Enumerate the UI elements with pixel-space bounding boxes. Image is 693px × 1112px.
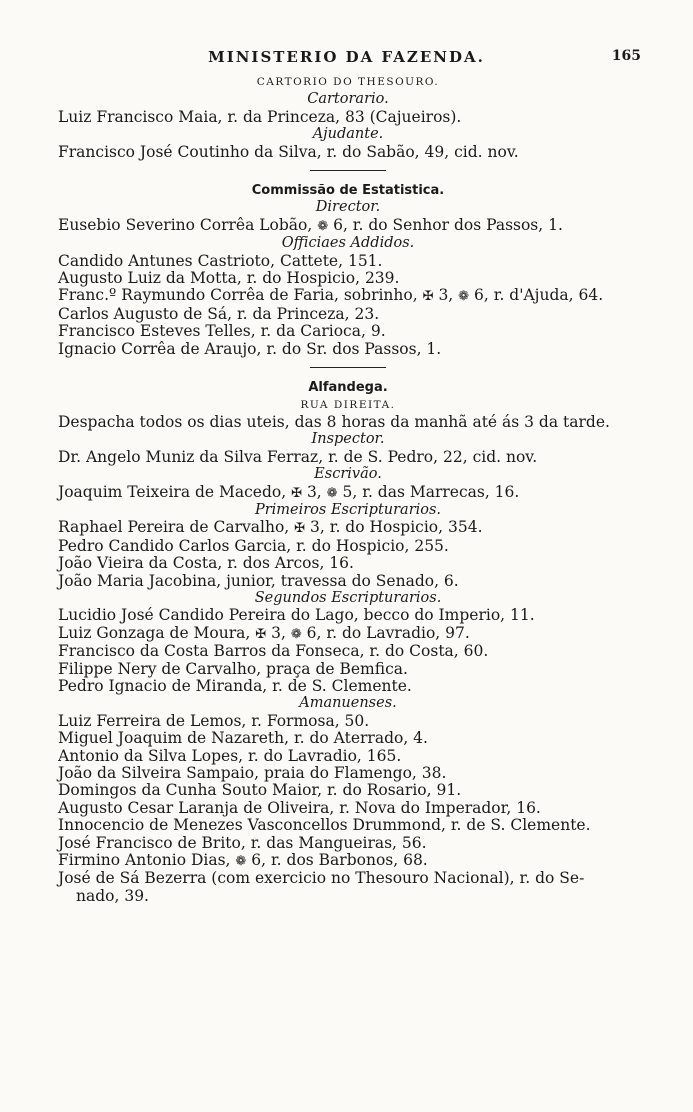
rose-decoration-icon: ❁: [458, 289, 470, 305]
section-subheading: RUA DIREITA.: [300, 398, 396, 411]
entry: João da Silveira Sampaio, praia do Flamengo, 38.: [58, 764, 447, 783]
entry: Candido Antunes Castrioto, Cattete, 151.: [58, 251, 383, 270]
running-title: MINISTERIO DA FAZENDA.: [208, 48, 485, 66]
entry: Antonio da Silva Lopes, r. do Lavradio, 165.: [58, 746, 402, 765]
entry: Filippe Nery de Carvalho, praça de Bemfica.: [58, 659, 408, 678]
entry: Firmino Antonio Dias, ❁ 6, r. dos Barbonos, 68.: [58, 851, 428, 870]
entry: Franc.º Raymundo Corrêa de Faria, sobrinho, ✠ 3, ❁ 6, r. d'Ajuda, 64.: [58, 286, 604, 305]
entry: Domingos da Cunha Souto Maior, r. do Rosario, 91.: [58, 781, 462, 800]
entry: Joaquim Teixeira de Macedo, ✠ 3, ❁ 5, r. das Marrecas, 16.: [58, 482, 520, 501]
role-primeiros: Primeiros Escripturarios.: [254, 501, 442, 518]
entry: João Maria Jacobina, junior, travessa do Senado, 6.: [58, 571, 459, 590]
entry: Eusebio Severino Corrêa Lobão, ❁ 6, r. do Senhor dos Passos, 1.: [58, 215, 563, 234]
cross-decoration-icon: ✠: [294, 521, 306, 537]
entry: José Francisco de Brito, r. das Mangueiras, 56.: [58, 833, 427, 852]
entry: Pedro Ignacio de Miranda, r. de S. Clemente.: [58, 677, 412, 695]
role-officiaes: Officiaes Addidos.: [281, 235, 415, 252]
entry: Raphael Pereira de Carvalho, ✠ 3, r. do Hospicio, 354.: [58, 518, 483, 537]
entry: Ignacio Corrêa de Araujo, r. do Sr. dos Passos, 1.: [58, 339, 442, 358]
divider: [310, 170, 386, 171]
role-escrivao: Escrivão.: [314, 466, 382, 483]
section-heading-alfandega: Alfandega.: [308, 380, 388, 396]
role-cartorario: Cartorario.: [307, 91, 389, 108]
entry: João Vieira da Costa, r. dos Arcos, 16.: [58, 554, 354, 573]
entry: Francisco Esteves Telles, r. da Carioca, 9.: [58, 322, 386, 341]
rose-decoration-icon: ❁: [235, 854, 247, 870]
section-heading-cartorio: CARTORIO DO THESOURO.: [256, 76, 440, 88]
entry-continuation: nado, 39.: [76, 886, 149, 905]
opening-hours: Despacha todos os dias uteis, das 8 horas da manhã até ás 3 da tarde.: [58, 412, 610, 431]
cross-decoration-icon: ✠: [255, 626, 267, 642]
entry: Innocencio de Menezes Vasconcellos Drummond, r. de S. Clemente.: [58, 816, 591, 835]
role-segundos: Segundos Escripturarios.: [254, 589, 442, 606]
entry: Francisco da Costa Barros da Fonseca, r. do Costa, 60.: [58, 642, 489, 661]
rose-decoration-icon: ❁: [326, 485, 338, 501]
divider: [310, 367, 386, 368]
entry: Augusto Cesar Laranja de Oliveira, r. Nova do Imperador, 16.: [58, 798, 541, 817]
entry: Luiz Francisco Maia, r. da Princeza, 83 (Cajueiros).: [58, 107, 462, 126]
cross-decoration-icon: ✠: [422, 289, 434, 305]
entry: Luiz Gonzaga de Moura, ✠ 3, ❁ 6, r. do Lavradio, 97.: [58, 623, 470, 642]
entry: Luiz Ferreira de Lemos, r. Formosa, 50.: [58, 711, 370, 730]
page-number: 165: [611, 48, 641, 64]
entry: Augusto Luiz da Motta, r. do Hospicio, 239.: [58, 269, 400, 288]
role-ajudante: Ajudante.: [312, 126, 384, 143]
entry: José de Sá Bezerra (com exercicio no Thesouro Nacional), r. do Se-: [58, 869, 585, 888]
entry: Dr. Angelo Muniz da Silva Ferraz, r. de S. Pedro, 22, cid. nov.: [58, 447, 538, 466]
entry: Pedro Candido Carlos Garcia, r. do Hospicio, 255.: [58, 536, 449, 555]
page-header: [0, 48, 693, 72]
cross-decoration-icon: ✠: [291, 485, 302, 501]
entry: Carlos Augusto de Sá, r. da Princeza, 23.: [58, 304, 380, 323]
rose-decoration-icon: ❁: [290, 626, 302, 642]
role-amanuenses: Amanuenses.: [299, 695, 397, 712]
role-director: Director.: [315, 199, 381, 216]
section-heading-estatistica: Commissão de Estatistica.: [251, 183, 445, 199]
entry: Miguel Joaquim de Nazareth, r. do Aterrado, 4.: [58, 729, 428, 748]
role-inspector: Inspector.: [311, 431, 385, 448]
page-body: [58, 74, 638, 905]
entry: Francisco José Coutinho da Silva, r. do Sabão, 49, cid. nov.: [58, 142, 519, 161]
entry: Lucidio José Candido Pereira do Lago, becco do Imperio, 11.: [58, 606, 535, 625]
rose-decoration-icon: ❁: [317, 218, 329, 234]
